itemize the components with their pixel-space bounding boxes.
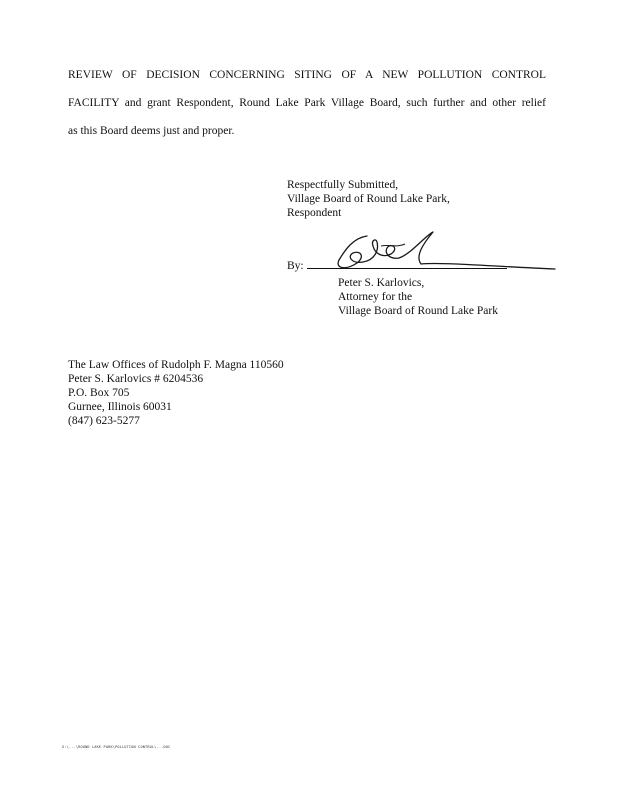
file-path-footer: G:\...\ROUND LAKE PARK\POLLUTION CONTROL\...DOC [62, 745, 171, 749]
contact-po-box: P.O. Box 705 [68, 387, 130, 399]
closing-party: Village Board of Round Lake Park, [287, 193, 450, 205]
signer-title-1: Attorney for the [338, 291, 413, 303]
contact-city: Gurnee, Illinois 60031 [68, 401, 172, 413]
signature-block [287, 228, 567, 276]
signer-title-2: Village Board of Round Lake Park [338, 305, 498, 317]
closing-role: Respondent [287, 207, 342, 219]
by-label: By: [287, 260, 304, 272]
contact-attorney: Peter S. Karlovics # 6204536 [68, 373, 204, 385]
closing-salutation: Respectfully Submitted, [287, 179, 399, 191]
handwritten-signature [287, 228, 567, 276]
contact-phone: (847) 623-5277 [68, 415, 140, 427]
paragraph-line-1: REVIEW OF DECISION CONCERNING SITING OF A NEW POLLUTION CONTROL [68, 69, 546, 81]
paragraph-line-3: as this Board deems just and proper. [68, 125, 235, 137]
paragraph-line-2: FACILITY and grant Respondent, Round Lake Park Village Board, such further and other relief [68, 97, 546, 109]
signer-name: Peter S. Karlovics, [338, 277, 425, 289]
contact-firm: The Law Offices of Rudolph F. Magna 110560 [68, 359, 284, 371]
